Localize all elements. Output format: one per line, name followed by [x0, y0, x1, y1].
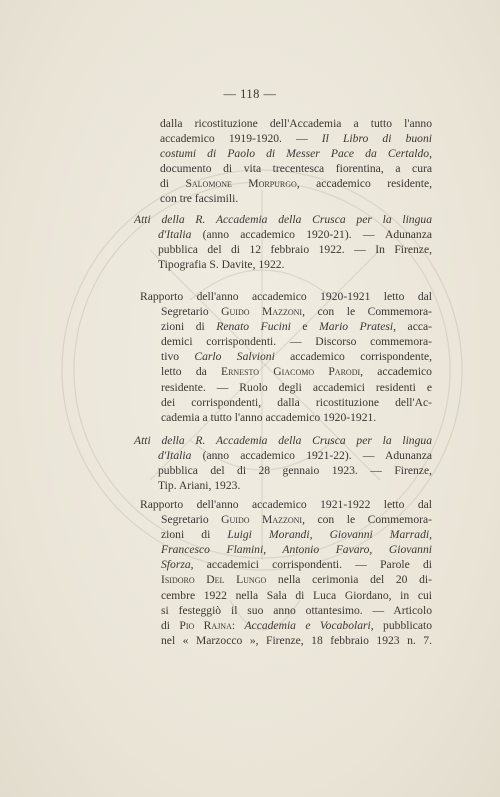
author-name: Pio Rajna	[179, 618, 232, 632]
author-name: Isidoro Del Lungo	[161, 573, 267, 587]
text-span: , accademico	[360, 365, 432, 379]
text-line: cademia a tutto l'anno accademico 1920-1921.	[161, 410, 377, 424]
text-span: , accademici corrispondenti. — Parole di	[190, 558, 432, 572]
text-span: Segretario	[161, 513, 222, 527]
italic-title: Accademia e Vocabolari	[244, 618, 371, 632]
entry-continuation	[160, 116, 432, 207]
text-span: di	[161, 618, 180, 632]
text-span: , con le Commemora-	[302, 513, 432, 527]
text-span: (anno accademico 1920-21). — Adunanza	[191, 228, 432, 242]
text-line	[160, 146, 432, 161]
text-span: nella cerimonia del 20 di-	[266, 573, 432, 587]
text-span: , accademico residente,	[296, 177, 432, 191]
text-line: Tipografia S. Davite, 1922.	[158, 258, 285, 272]
text-span: , acca-	[393, 320, 432, 334]
italic-title: d'Italia	[158, 449, 192, 463]
text-line	[140, 319, 432, 334]
text-line: con tre facsimili.	[160, 192, 239, 206]
text-span: , pubblicato	[370, 618, 432, 632]
text-line: dei corrispondenti, dalla ricostituzione dell'Ac-	[161, 395, 432, 409]
text-line	[140, 572, 432, 587]
text-line: dalla ricostituzione dell'Accademia a tutto l'anno	[160, 117, 432, 130]
italic-name: Sforza	[161, 558, 191, 572]
italic-name: Francesco Flamini, Antonio Favaro, Giovanni	[161, 543, 432, 557]
text-span: zioni di	[161, 528, 228, 542]
text-span: letto da	[161, 365, 222, 379]
text-line	[134, 227, 432, 242]
text-line: cembre 1922 nella Sala di Luca Giordano, in cui	[161, 588, 432, 602]
italic-name: Mario Pratesi	[319, 320, 394, 334]
text-line	[140, 618, 432, 633]
text-line	[134, 212, 432, 227]
italic-title: Atti della R. Accademia della Crusca per la lingua	[134, 213, 432, 226]
text-line: nel « Marzocco », Firenze, 18 febbraio 1923 n. 7.	[161, 633, 432, 647]
text-line	[160, 131, 432, 146]
text-line: residente. — Ruolo degli accademici residenti e	[161, 380, 432, 394]
italic-title: Il Libro di buoni	[321, 132, 432, 146]
text-line	[140, 512, 432, 527]
author-name: Salomone Morpurgo	[185, 177, 297, 191]
text-line	[140, 542, 432, 557]
text-line: pubblica del di 28 gennaio 1923. — Firenze,	[158, 464, 432, 478]
text-span: :	[231, 618, 245, 632]
text-line	[140, 527, 432, 542]
author-name: Guido Mazzoni	[221, 513, 303, 527]
text-line: Tip. Ariani, 1923.	[158, 479, 241, 493]
italic-title: Atti della R. Accademia della Crusca per la lingua	[134, 434, 432, 447]
entry-rapporto-1921-22	[140, 497, 432, 648]
entry-atti-1921-22	[134, 433, 432, 493]
italic-title: costumi di Paolo di Messer Pace da Certaldo,	[160, 147, 432, 161]
text-span: e	[290, 320, 320, 334]
text-line	[134, 448, 432, 463]
text-span: , con le Commemora-	[302, 305, 432, 319]
text-line: si festeggiò il suo anno ottantesimo. — Articolo	[161, 603, 432, 617]
text-line: Rapporto dell'anno accademico 1921-1922 letto dal	[140, 498, 432, 511]
italic-name: Carlo Salvioni	[194, 350, 275, 364]
author-name: Guido Mazzoni	[221, 305, 303, 319]
text-span: zioni di	[161, 320, 217, 334]
text-line	[140, 349, 432, 364]
text-line: demici corrispondenti. — Discorso commemora-	[161, 335, 432, 349]
text-span: (anno accademico 1921-22). — Adunanza	[191, 449, 432, 463]
entry-rapporto-1920-21	[140, 289, 432, 425]
text-line: documento di vita trecentesca fiorentina, a cura	[160, 162, 432, 176]
italic-name: Renato Fucini	[216, 320, 291, 334]
author-name: Ernesto Giacomo Parodi	[221, 365, 361, 379]
text-span: tivo	[161, 350, 195, 364]
italic-name: Luigi Morandi, Giovanni Marradi,	[227, 528, 433, 542]
text-line	[140, 364, 432, 379]
text-line	[134, 433, 432, 448]
text-span: di	[160, 177, 186, 191]
text-line	[140, 304, 432, 319]
text-span: accademico 1919-1920. —	[160, 132, 322, 146]
text-line	[160, 176, 432, 191]
text-line: pubblica del di 12 febbraio 1922. — In Firenze,	[158, 243, 432, 257]
text-span: accademico corrispondente,	[274, 350, 432, 364]
italic-title: d'Italia	[158, 228, 192, 242]
text-line: Rapporto dell'anno accademico 1920-1921 letto dal	[140, 290, 432, 303]
text-span: Segretario	[161, 305, 222, 319]
entry-atti-1920-21	[134, 212, 432, 272]
page-number: — 118 —	[223, 87, 277, 101]
text-line	[140, 557, 432, 572]
